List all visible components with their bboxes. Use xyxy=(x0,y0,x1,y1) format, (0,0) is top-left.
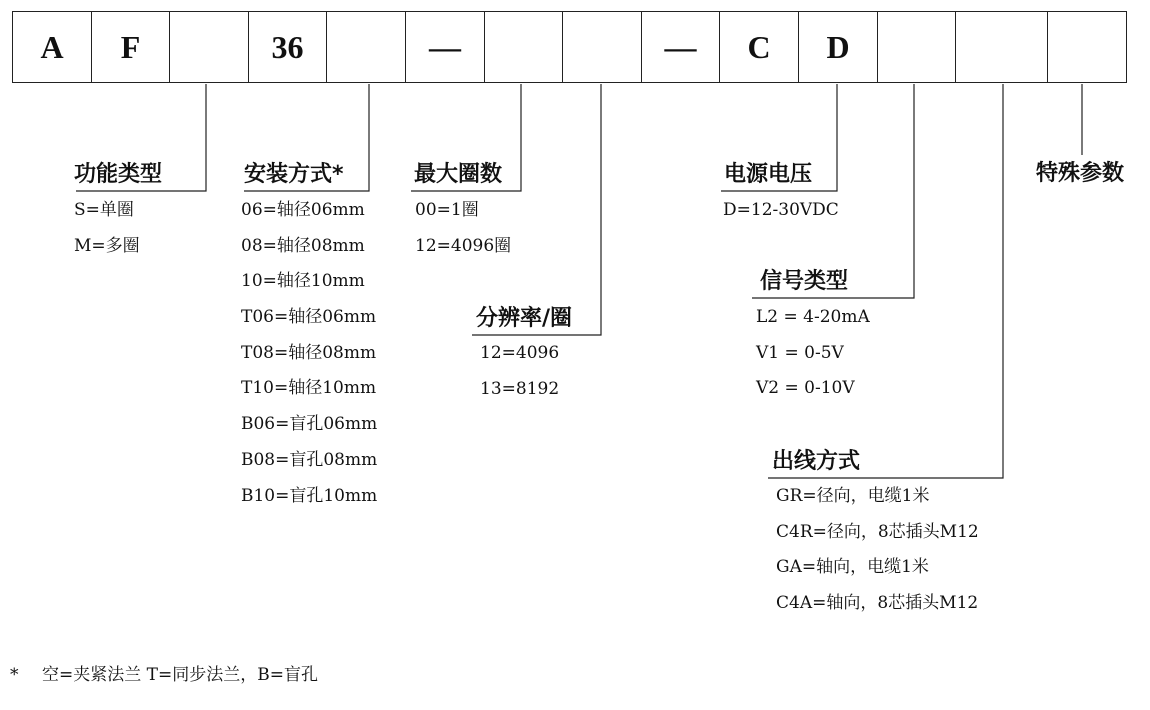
max-turns-title: 最大圈数 xyxy=(414,162,503,187)
code-cell-2: F xyxy=(92,11,170,83)
code-cell-14 xyxy=(1048,11,1127,83)
code-cell-1: A xyxy=(12,11,92,83)
mounting-list xyxy=(241,193,377,514)
max-turns-item: 12=4096圈 xyxy=(415,235,512,256)
cable-outlet-item: GR=径向，电缆1米 xyxy=(776,486,930,506)
function-type-item: S=单圈 xyxy=(74,200,134,220)
code-cell-6: — xyxy=(406,11,485,83)
code-cell-8 xyxy=(563,11,642,83)
resolution-title: 分辨率/圈 xyxy=(476,306,573,331)
mounting-item: T06=轴径06mm xyxy=(241,307,377,328)
mounting-item: B10=盲孔10mm xyxy=(241,485,378,506)
mounting-item: 08=轴径08mm xyxy=(241,235,365,256)
resolution-item: 12=4096 xyxy=(480,343,560,363)
mounting-item: T10=轴径10mm xyxy=(241,378,377,399)
code-cell-13 xyxy=(956,11,1048,83)
supply-voltage-title: 电源电压 xyxy=(724,162,813,187)
signal-type-list xyxy=(756,300,870,407)
signal-type-title: 信号类型 xyxy=(760,269,849,294)
code-cell-3 xyxy=(170,11,249,83)
footnote-text: 空=夹紧法兰 T=同步法兰，B=盲孔 xyxy=(42,665,318,685)
max-turns-list xyxy=(415,193,511,264)
cable-outlet-item: GA=轴向，电缆1米 xyxy=(776,557,929,578)
max-turns-item: 00=1圈 xyxy=(415,200,479,220)
resolution-item: 13=8192 xyxy=(480,378,560,399)
model-code-row xyxy=(12,11,1127,83)
cable-outlet-item: C4A=轴向，8芯插头M12 xyxy=(776,593,979,614)
resolution-list xyxy=(480,336,559,407)
cable-outlet-list xyxy=(776,479,979,622)
code-cell-12 xyxy=(878,11,956,83)
supply-voltage-list xyxy=(723,193,839,229)
footnote xyxy=(10,660,318,685)
supply-voltage-item: D=12-30VDC xyxy=(723,200,839,220)
code-cell-4: 36 xyxy=(249,11,327,83)
function-type-list xyxy=(74,193,140,264)
special-title: 特殊参数 xyxy=(1036,161,1125,186)
code-cell-9: — xyxy=(642,11,720,83)
function-type-item: M=多圈 xyxy=(74,235,140,256)
code-cell-11: D xyxy=(799,11,878,83)
cable-outlet-item: C4R=径向，8芯插头M12 xyxy=(776,521,979,542)
function-type-title: 功能类型 xyxy=(74,162,163,187)
code-cell-10: C xyxy=(720,11,799,83)
mounting-item: T08=轴径08mm xyxy=(241,342,377,363)
mounting-item: 06=轴径06mm xyxy=(241,200,365,220)
signal-type-item: L2 = 4-20mA xyxy=(756,307,870,327)
signal-type-item: V2 = 0-10V xyxy=(756,378,855,399)
code-cell-5 xyxy=(327,11,406,83)
signal-type-item: V1 = 0-5V xyxy=(756,342,844,363)
mounting-item: 10=轴径10mm xyxy=(241,271,365,292)
footnote-star: * xyxy=(10,665,19,685)
code-cell-7 xyxy=(485,11,563,83)
cable-outlet-title: 出线方式 xyxy=(772,449,861,474)
mounting-item: B06=盲孔06mm xyxy=(241,414,378,435)
mounting-title: 安装方式* xyxy=(244,162,344,187)
mounting-item: B08=盲孔08mm xyxy=(241,449,378,470)
